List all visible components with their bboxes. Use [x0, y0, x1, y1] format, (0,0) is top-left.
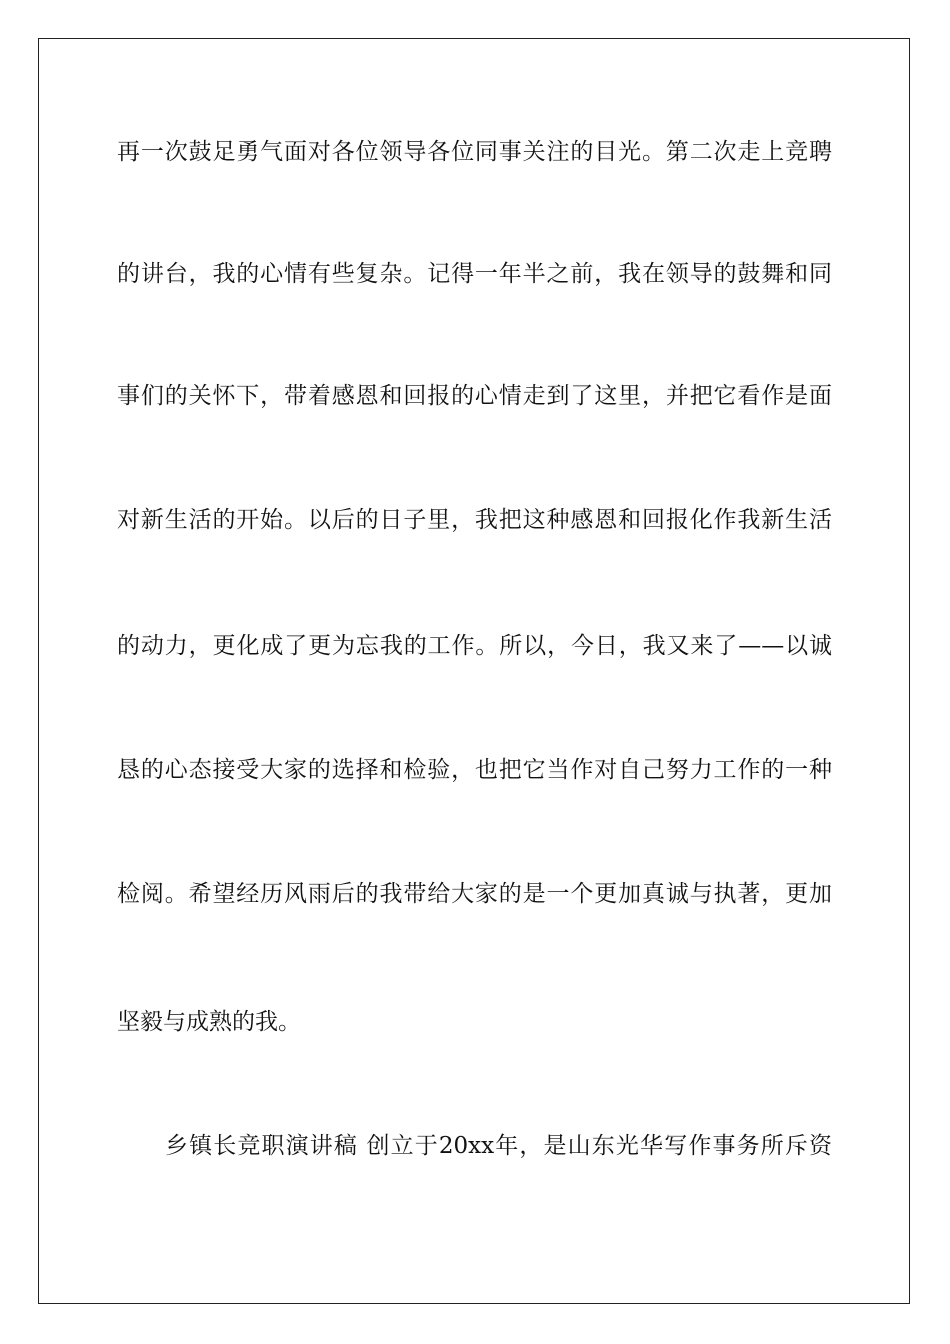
body-text-line: 再一次鼓足勇气面对各位领导各位同事关注的目光。第二次走上竞聘	[117, 139, 832, 165]
body-text-line: 事们的关怀下，带着感恩和回报的心情走到了这里，并把它看作是面	[117, 383, 832, 409]
body-text-line: 乡镇长竞职演讲稿 创立于20xx年，是山东光华写作事务所斥资	[165, 1133, 832, 1159]
body-text-line: 的讲台，我的心情有些复杂。记得一年半之前，我在领导的鼓舞和同	[117, 261, 832, 287]
body-text-line: 的动力，更化成了更为忘我的工作。所以，今日，我又来了——以诚	[117, 633, 832, 659]
body-text-line: 坚毅与成熟的我。	[117, 1009, 301, 1035]
body-text-line: 检阅。希望经历风雨后的我带给大家的是一个更加真诚与执著，更加	[117, 881, 832, 907]
body-text-line: 恳的心态接受大家的选择和检验，也把它当作对自己努力工作的一种	[117, 757, 832, 783]
page-border	[38, 38, 910, 1304]
body-text-line: 对新生活的开始。以后的日子里，我把这种感恩和回报化作我新生活	[117, 507, 832, 533]
